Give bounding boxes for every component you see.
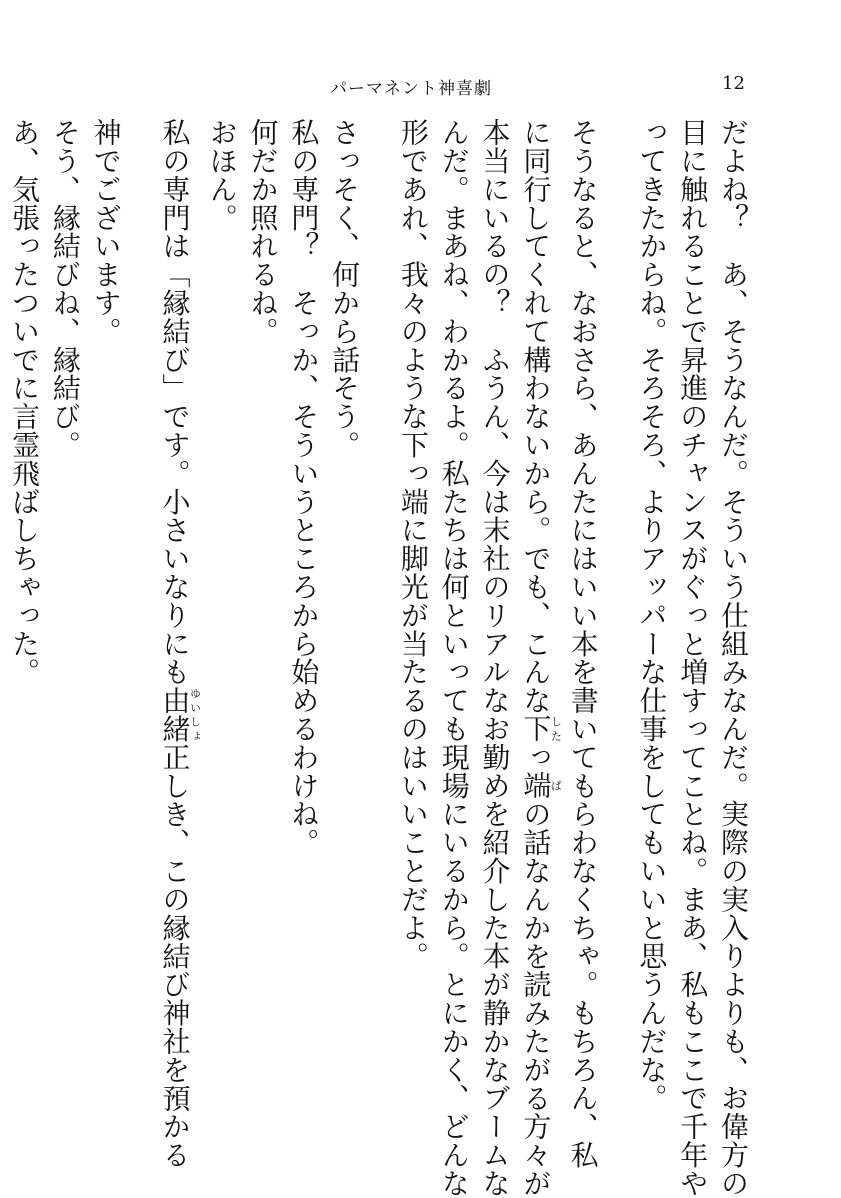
text-line-with-ruby [154, 118, 202, 1169]
text-line: 私の専門？ そっか、そういうところから始めるわけね。 [287, 118, 321, 857]
text-line: 神でございます。 [89, 118, 123, 346]
text-line: ってきたからね。そろそろ、よりアッパーな仕事をしてもいいと思うんだな。 [635, 118, 669, 1112]
text-line: 本当にいるの？ ふうん、今は末社のリアルなお勤めを紹介した本が静かなブームな [478, 118, 512, 1198]
text-line: 何だか照れるね。 [246, 118, 280, 346]
text-line: そうなると、なおさら、あんたにはいい本を書いてもらわなくちゃ。もちろん、私 [566, 118, 600, 1169]
text-segment: の話なんかを読みたがる方々が [519, 799, 553, 1198]
ruby-annotation [158, 686, 202, 743]
text-segment: っ [519, 742, 553, 772]
ruby-reading: ゆいしょ [188, 686, 202, 743]
text-segment: 私の専門は「縁結び」です。小さいなりにも [158, 118, 192, 686]
text-line: そう、縁結びね、縁結び。 [48, 118, 82, 459]
ruby-annotation [519, 714, 563, 743]
text-line: だよね？ あ、そうなんだ。そういう仕組みなんだ。実際の実入りよりも、お偉方の [717, 118, 750, 1198]
text-line: んだ。まあね、わかるよ。私たちは何といっても現場にいるから。とにかく、どんな [437, 118, 471, 1198]
text-line: 目に触れることで昇進のチャンスがぐっと増すってことね。まあ、私もここで千年や [676, 118, 710, 1198]
text-line: おほん。 [205, 118, 239, 232]
ruby-reading: ぱ [549, 771, 563, 800]
ruby-base: 由緒 [158, 686, 192, 743]
text-line-with-ruby [515, 118, 563, 1198]
text-line: 形であれ、我々のような下っ端に脚光が当たるのはいいことだよ。 [396, 118, 430, 970]
ruby-base: 端 [519, 771, 553, 800]
ruby-reading: した [549, 714, 563, 743]
running-title: パーマネント神喜劇 [330, 79, 492, 99]
ruby-annotation [519, 771, 563, 800]
ruby-base: 下 [519, 714, 553, 743]
vertical-body-text [3, 118, 753, 1198]
text-line: あ、気張ったついでに言霊飛ばしちゃった。 [8, 118, 42, 686]
text-segment: 正しき、この縁結び神社を預かる [158, 742, 192, 1169]
text-line: さっそく、何から話そう。 [328, 118, 362, 459]
page-number: 12 [722, 73, 745, 94]
text-segment: に同行してくれて構わないから。でも、こんな [519, 118, 553, 715]
